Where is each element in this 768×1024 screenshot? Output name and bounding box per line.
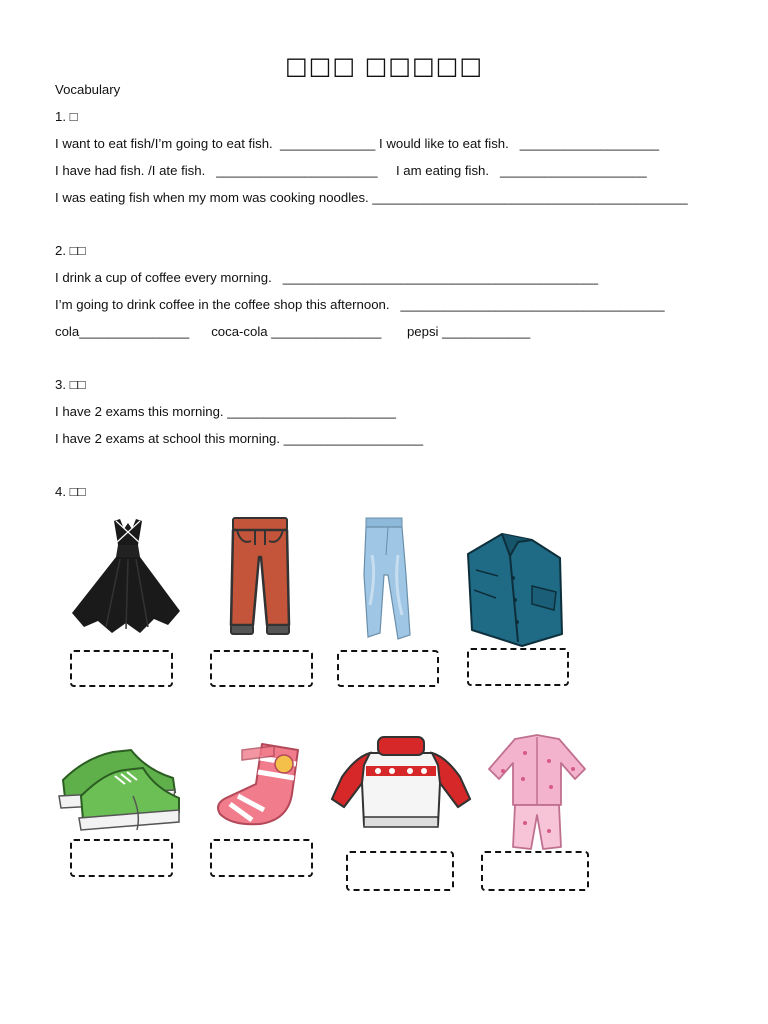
worksheet-title: □□□ □□□□□ bbox=[284, 52, 484, 80]
q3-line-2: I have 2 exams at school this morning. ___________________ bbox=[55, 431, 424, 446]
socks-icon bbox=[212, 740, 306, 830]
sneakers-icon bbox=[55, 740, 181, 832]
answer-box-dress[interactable] bbox=[70, 650, 173, 687]
q4-number: 4. □□ bbox=[55, 484, 86, 499]
pajamas-icon bbox=[485, 733, 589, 853]
q1-line-2: I have had fish. /I ate fish. ______________________ I am eating fish. ____________________ bbox=[55, 163, 647, 178]
answer-box-pajamas[interactable] bbox=[481, 851, 589, 891]
answer-box-shirt[interactable] bbox=[467, 648, 569, 686]
q2-line-3: cola_______________ coca-cola _______________ pepsi ____________ bbox=[55, 324, 531, 339]
q2-number: 2. □□ bbox=[55, 243, 86, 258]
q1-number: 1. □ bbox=[55, 109, 78, 124]
q1-line-1: I want to eat fish/I’m going to eat fish. _____________ I would like to eat fish. ___________________ bbox=[55, 136, 660, 151]
answer-box-socks[interactable] bbox=[210, 839, 313, 877]
answer-box-sneakers[interactable] bbox=[70, 839, 173, 877]
dress-icon bbox=[68, 515, 188, 637]
q2-line-2: I’m going to drink coffee in the coffee shop this afternoon. ____________________________________ bbox=[55, 297, 665, 312]
vocabulary-label: Vocabulary bbox=[55, 82, 121, 97]
q3-line-1: I have 2 exams this morning. _______________________ bbox=[55, 404, 396, 419]
shirt-icon bbox=[462, 530, 566, 648]
answer-box-pants[interactable] bbox=[210, 650, 313, 687]
sweater-icon bbox=[328, 733, 474, 833]
answer-box-sweater[interactable] bbox=[346, 851, 454, 891]
q3-number: 3. □□ bbox=[55, 377, 86, 392]
answer-box-jeans[interactable] bbox=[337, 650, 439, 687]
jeans-icon bbox=[358, 515, 416, 643]
q1-line-3: I was eating fish when my mom was cooking noodles. ___________________________________________ bbox=[55, 190, 688, 205]
q2-line-1: I drink a cup of coffee every morning. ___________________________________________ bbox=[55, 270, 599, 285]
pants-icon bbox=[225, 515, 295, 641]
